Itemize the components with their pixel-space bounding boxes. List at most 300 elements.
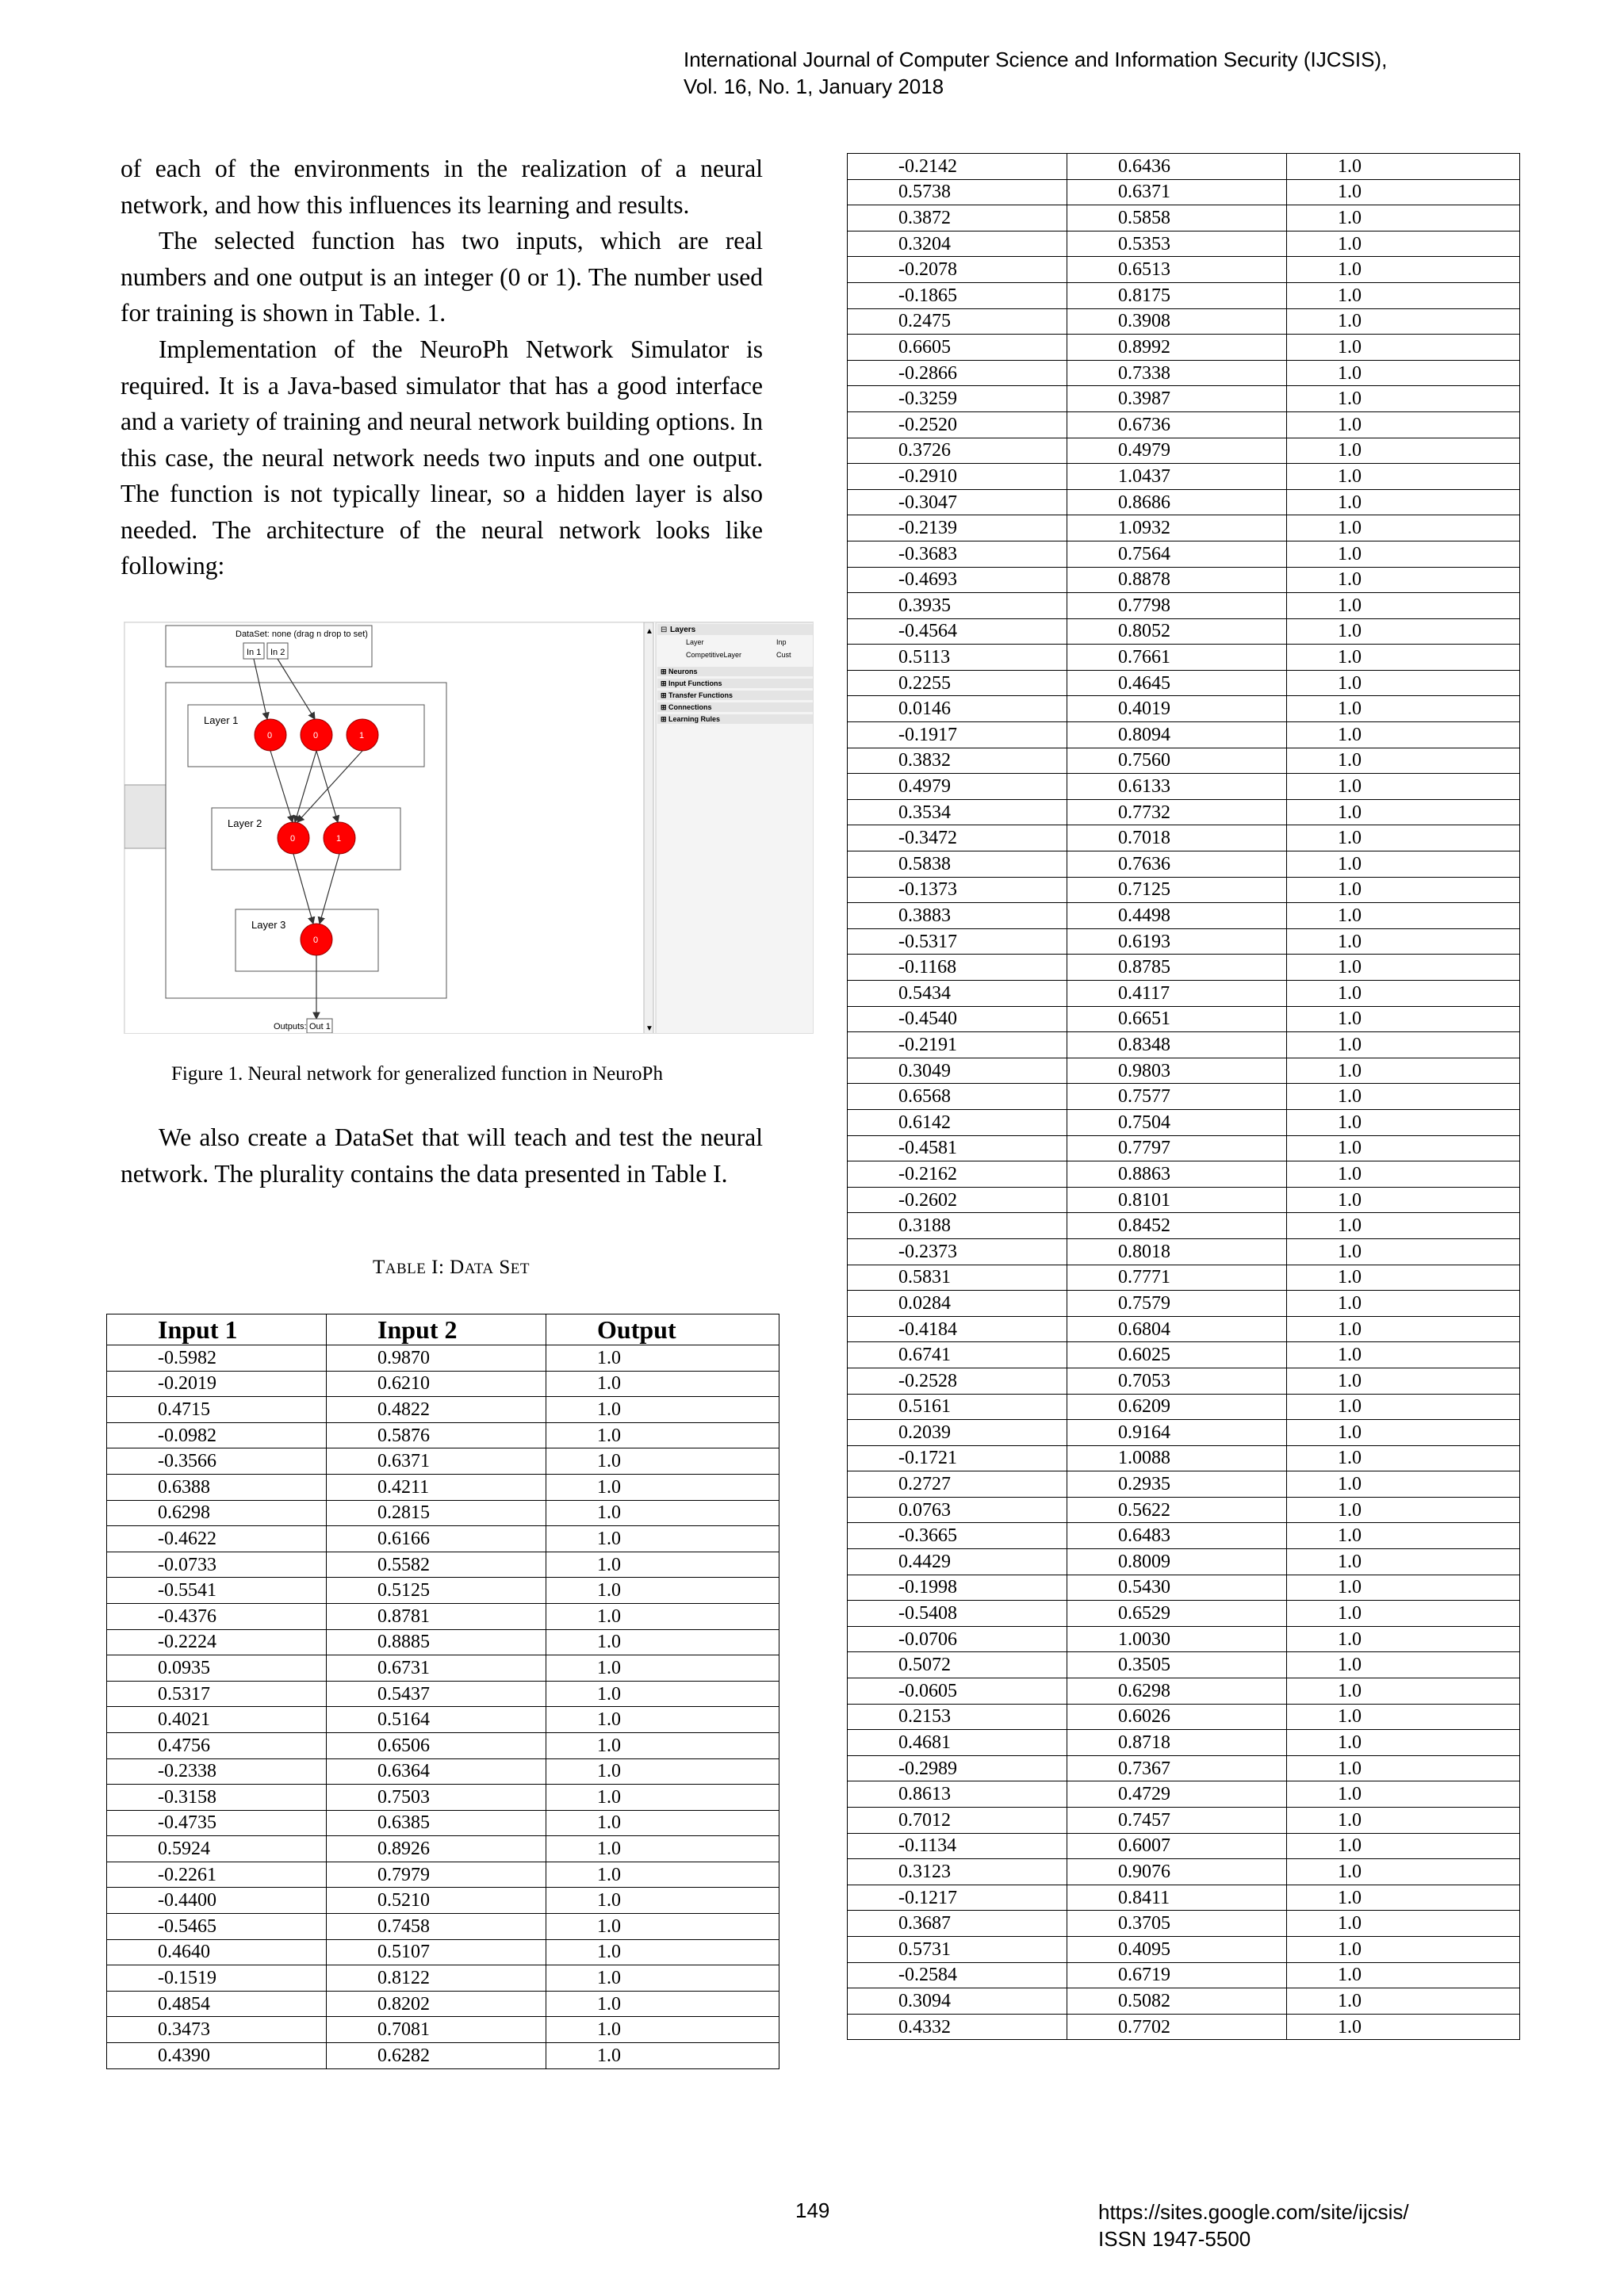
table-cell: -0.2338 xyxy=(107,1758,327,1785)
table-cell: 0.3123 xyxy=(848,1859,1067,1885)
table-cell: -0.0706 xyxy=(848,1626,1067,1652)
table-cell: -0.0982 xyxy=(107,1422,327,1448)
table-cell: 1.0 xyxy=(1287,1730,1520,1756)
neural-network-diagram xyxy=(124,622,814,1034)
table-cell: 0.4429 xyxy=(848,1549,1067,1575)
table-row xyxy=(848,955,1520,981)
table-cell: 0.5876 xyxy=(327,1422,546,1448)
table-row xyxy=(848,851,1520,878)
journal-title: International Journal of Computer Science and Information Security (IJCSIS), xyxy=(684,48,1388,71)
table-cell: 0.6385 xyxy=(327,1810,546,1836)
table-cell: -0.0605 xyxy=(848,1678,1067,1705)
table-cell: 1.0 xyxy=(1287,1833,1520,1859)
table-cell: 0.4756 xyxy=(107,1732,327,1758)
table-cell: 0.3883 xyxy=(848,903,1067,929)
table-cell: 0.6298 xyxy=(1067,1678,1287,1705)
page-number: 149 xyxy=(795,2198,830,2222)
table-cell: 0.8202 xyxy=(327,1991,546,2017)
table-cell: 1.0 xyxy=(1287,1445,1520,1471)
table-cell: -0.3566 xyxy=(107,1448,327,1475)
table-cell: 0.6741 xyxy=(848,1342,1067,1368)
table-row xyxy=(848,1109,1520,1135)
table-cell: 0.8686 xyxy=(1067,489,1287,515)
table-cell: 0.6388 xyxy=(107,1474,327,1500)
table-cell: 1.0 xyxy=(1287,1523,1520,1549)
table-row xyxy=(848,2014,1520,2040)
table-cell: 1.0 xyxy=(1287,411,1520,438)
table-cell: 1.0 xyxy=(1287,1058,1520,1084)
table-row xyxy=(848,928,1520,955)
table-cell: 0.9803 xyxy=(1067,1058,1287,1084)
table-cell: -0.5982 xyxy=(107,1345,327,1372)
table-row xyxy=(848,1962,1520,1988)
table-row xyxy=(107,1526,779,1552)
table-cell: 1.0 xyxy=(546,1629,779,1655)
table-cell: 1.0932 xyxy=(1067,515,1287,541)
table-cell: 1.0 xyxy=(1287,825,1520,851)
table-cell: 0.8094 xyxy=(1067,722,1287,748)
table-cell: 0.4498 xyxy=(1067,903,1287,929)
table-cell: -0.4693 xyxy=(848,567,1067,593)
table-cell: -0.4184 xyxy=(848,1316,1067,1342)
table-cell: 1.0 xyxy=(1287,464,1520,490)
dataset-label: DataSet: none (drag n drop to set) xyxy=(236,629,368,639)
table-row xyxy=(848,825,1520,851)
table-cell: 1.0 xyxy=(1287,541,1520,567)
table-row xyxy=(848,411,1520,438)
table-row xyxy=(848,1523,1520,1549)
table-row xyxy=(107,1397,779,1423)
table-cell: 0.6736 xyxy=(1067,411,1287,438)
table-cell: 1.0 xyxy=(1287,489,1520,515)
table-cell: 1.0 xyxy=(1287,1549,1520,1575)
table-row xyxy=(107,1578,779,1604)
table-cell: 0.4640 xyxy=(107,1939,327,1965)
table-cell: 1.0 xyxy=(1287,1032,1520,1058)
table-cell: 0.4979 xyxy=(848,774,1067,800)
table-cell: 0.6193 xyxy=(1067,928,1287,955)
table-cell: 1.0 xyxy=(546,1552,779,1578)
table-cell: 0.4645 xyxy=(1067,670,1287,696)
table-row xyxy=(107,1707,779,1733)
table-cell: 1.0 xyxy=(1287,851,1520,878)
palette-item[interactable]: Cust xyxy=(776,651,791,659)
table-cell: 0.3935 xyxy=(848,593,1067,619)
palette-group[interactable]: Input Functions xyxy=(668,679,722,687)
table-cell: 0.9164 xyxy=(1067,1420,1287,1446)
table-cell: 1.0 xyxy=(546,1500,779,1526)
vertical-scrollbar[interactable] xyxy=(644,622,653,1034)
table-row xyxy=(848,335,1520,361)
table-cell: 0.5353 xyxy=(1067,231,1287,257)
table-cell: 0.5082 xyxy=(1067,1988,1287,2015)
table-cell: 1.0 xyxy=(1287,1238,1520,1265)
table-row xyxy=(848,1471,1520,1498)
table-cell: 0.6025 xyxy=(1067,1342,1287,1368)
table-cell: 0.7458 xyxy=(327,1914,546,1940)
table-row xyxy=(848,1187,1520,1213)
svg-text:▼: ▼ xyxy=(645,1024,653,1033)
table-cell: 0.7702 xyxy=(1067,2014,1287,2040)
table-cell: 1.0 xyxy=(1287,799,1520,825)
paragraph-1: of each of the environments in the realization of a neural network, and how this influences its learning and results. xyxy=(121,155,763,219)
table-cell: 0.0284 xyxy=(848,1291,1067,1317)
layer-1-label: Layer 1 xyxy=(204,714,239,726)
layer-2-label: Layer 2 xyxy=(228,817,262,829)
table-cell: 0.5731 xyxy=(848,1936,1067,1962)
column-header: Input 2 xyxy=(327,1314,546,1345)
table-row xyxy=(848,1936,1520,1962)
table-cell: 0.8781 xyxy=(327,1603,546,1629)
table-cell: 0.6529 xyxy=(1067,1601,1287,1627)
svg-text:⊞: ⊞ xyxy=(661,703,667,711)
table-row xyxy=(107,1836,779,1862)
table-row xyxy=(848,1808,1520,1834)
table-cell: 0.3204 xyxy=(848,231,1067,257)
table-row xyxy=(848,696,1520,722)
table-row xyxy=(107,1862,779,1888)
table-cell: 1.0 xyxy=(1287,1911,1520,1937)
table-cell: 0.4390 xyxy=(107,2043,327,2069)
table-cell: 1.0 xyxy=(1287,1394,1520,1420)
table-cell: 1.0 xyxy=(1287,1936,1520,1962)
table-cell: 0.7367 xyxy=(1067,1755,1287,1781)
table-cell: 0.6133 xyxy=(1067,774,1287,800)
table-cell: 0.7979 xyxy=(327,1862,546,1888)
table-cell: 0.6364 xyxy=(327,1758,546,1785)
table-cell: 0.5164 xyxy=(327,1707,546,1733)
table-cell: 0.2255 xyxy=(848,670,1067,696)
table-cell: 0.4117 xyxy=(1067,981,1287,1007)
table-cell: 0.7503 xyxy=(327,1785,546,1811)
palette-item[interactable]: Inp xyxy=(776,638,787,646)
table-row xyxy=(848,154,1520,180)
table-cell: 0.5430 xyxy=(1067,1575,1287,1601)
table-cell: 1.0 xyxy=(1287,1575,1520,1601)
table-cell: 0.8992 xyxy=(1067,335,1287,361)
table-row xyxy=(848,567,1520,593)
table-row xyxy=(107,1914,779,1940)
table-cell: 1.0 xyxy=(546,1785,779,1811)
table-cell: -0.2019 xyxy=(107,1371,327,1397)
table-cell: 1.0 xyxy=(1287,1213,1520,1239)
table-row xyxy=(107,1422,779,1448)
table-cell: 0.5437 xyxy=(327,1681,546,1707)
table-cell: 0.7577 xyxy=(1067,1084,1287,1110)
table-cell: 1.0 xyxy=(1287,154,1520,180)
table-row xyxy=(848,670,1520,696)
table-cell: 0.6209 xyxy=(1067,1394,1287,1420)
table-cell: 0.3188 xyxy=(848,1213,1067,1239)
table-cell: 0.4211 xyxy=(327,1474,546,1500)
table-cell: 0.8878 xyxy=(1067,567,1287,593)
neuron-label: 0 xyxy=(267,731,273,740)
palette-item[interactable]: Layer xyxy=(686,638,704,646)
table-cell: 0.5317 xyxy=(107,1681,327,1707)
table-cell: -0.5465 xyxy=(107,1914,327,1940)
table-cell: 0.5831 xyxy=(848,1265,1067,1291)
table-cell: -0.2989 xyxy=(848,1755,1067,1781)
table-cell: 1.0 xyxy=(1287,748,1520,774)
table-cell: 0.6026 xyxy=(1067,1704,1287,1730)
table-cell: 1.0 xyxy=(1287,1187,1520,1213)
table-cell: 0.7579 xyxy=(1067,1291,1287,1317)
table-cell: 0.8175 xyxy=(1067,282,1287,308)
paragraph-4: We also create a DataSet that will teach and test the neural network. The plurality contains the data presented in Table I. xyxy=(121,1123,763,1188)
table-cell: 0.8009 xyxy=(1067,1549,1287,1575)
table-row xyxy=(848,282,1520,308)
output-out1-label: Out 1 xyxy=(309,1022,331,1031)
table-row xyxy=(848,205,1520,232)
table-cell: 0.7661 xyxy=(1067,645,1287,671)
table-cell: 1.0 xyxy=(546,1836,779,1862)
table-cell: 0.3534 xyxy=(848,799,1067,825)
table-cell: -0.2191 xyxy=(848,1032,1067,1058)
footer-url[interactable]: https://sites.google.com/site/ijcsis/ xyxy=(1098,2200,1409,2224)
table-cell: -0.1519 xyxy=(107,1965,327,1992)
table-cell: 0.8613 xyxy=(848,1781,1067,1808)
table-cell: 0.5924 xyxy=(107,1836,327,1862)
table-row xyxy=(848,1265,1520,1291)
table-row xyxy=(848,360,1520,386)
table-cell: 0.5434 xyxy=(848,981,1067,1007)
table-cell: 0.5210 xyxy=(327,1888,546,1914)
table-cell: 0.5107 xyxy=(327,1939,546,1965)
table-row xyxy=(107,1629,779,1655)
table-cell: -0.1721 xyxy=(848,1445,1067,1471)
table-cell: 1.0 xyxy=(546,1862,779,1888)
table-cell: 0.2039 xyxy=(848,1420,1067,1446)
table-cell: 0.6568 xyxy=(848,1084,1067,1110)
table-cell: 1.0 xyxy=(1287,1368,1520,1394)
table-cell: 1.0 xyxy=(546,1371,779,1397)
svg-text:▲: ▲ xyxy=(645,627,653,636)
table-row xyxy=(848,877,1520,903)
table-row xyxy=(848,618,1520,645)
table-row xyxy=(848,1911,1520,1937)
table-cell: 0.2727 xyxy=(848,1471,1067,1498)
table-cell: 1.0 xyxy=(1287,618,1520,645)
palette-group[interactable]: Neurons xyxy=(668,668,698,675)
input-in2-label: In 2 xyxy=(270,648,285,657)
table-cell: -0.2373 xyxy=(848,1238,1067,1265)
table-row xyxy=(848,748,1520,774)
table-cell: 1.0 xyxy=(1287,1859,1520,1885)
table-row xyxy=(848,541,1520,567)
table-cell: 0.4681 xyxy=(848,1730,1067,1756)
table-row xyxy=(107,2017,779,2043)
table-row xyxy=(107,1448,779,1475)
table-cell: 0.7338 xyxy=(1067,360,1287,386)
table-row xyxy=(848,903,1520,929)
layer-3-label: Layer 3 xyxy=(251,919,286,931)
svg-text:⊞: ⊞ xyxy=(661,679,667,687)
table-row xyxy=(848,1394,1520,1420)
table-cell: -0.5408 xyxy=(848,1601,1067,1627)
palette-group[interactable]: Learning Rules xyxy=(668,715,721,723)
table-cell: 1.0 xyxy=(546,1939,779,1965)
table-row xyxy=(107,1552,779,1578)
table-row xyxy=(848,1342,1520,1368)
table-cell: 1.0 xyxy=(546,1810,779,1836)
table-cell: 0.3872 xyxy=(848,205,1067,232)
table-cell: 0.2815 xyxy=(327,1500,546,1526)
table-row xyxy=(848,799,1520,825)
table-cell: 0.5738 xyxy=(848,179,1067,205)
neuron-label: 1 xyxy=(336,834,342,844)
table-cell: 0.2475 xyxy=(848,308,1067,335)
table-row xyxy=(848,1238,1520,1265)
journal-issue: Vol. 16, No. 1, January 2018 xyxy=(684,75,944,98)
table-cell: 1.0 xyxy=(1287,1342,1520,1368)
table-row xyxy=(848,1859,1520,1885)
table-cell: 0.8052 xyxy=(1067,618,1287,645)
table-cell: 0.6605 xyxy=(848,335,1067,361)
neuron-label: 0 xyxy=(313,731,319,740)
table-cell: 1.0 xyxy=(1287,1291,1520,1317)
table-cell: -0.1134 xyxy=(848,1833,1067,1859)
table-cell: -0.2224 xyxy=(107,1629,327,1655)
table-row xyxy=(848,645,1520,671)
neuroph-screenshot xyxy=(124,622,814,1034)
table-cell: 1.0 xyxy=(1287,438,1520,464)
palette-item[interactable]: CompetitiveLayer xyxy=(686,651,742,659)
table-cell: 0.8926 xyxy=(327,1836,546,1862)
table-cell: 0.3987 xyxy=(1067,386,1287,412)
table-row xyxy=(848,1885,1520,1911)
table-cell: 1.0 xyxy=(1287,774,1520,800)
table-header-row xyxy=(107,1314,779,1345)
table-row xyxy=(848,1730,1520,1756)
table-cell: 1.0 xyxy=(1287,1652,1520,1678)
table-cell: 1.0 xyxy=(546,1965,779,1992)
table-cell: 0.7504 xyxy=(1067,1109,1287,1135)
table-cell: 0.4095 xyxy=(1067,1936,1287,1962)
table-cell: -0.2602 xyxy=(848,1187,1067,1213)
table-row xyxy=(107,2043,779,2069)
table-row xyxy=(848,1032,1520,1058)
table-cell: 0.4715 xyxy=(107,1397,327,1423)
table-cell: -0.2261 xyxy=(107,1862,327,1888)
table-row xyxy=(848,257,1520,283)
table-cell: 1.0 xyxy=(546,1526,779,1552)
palette-group[interactable]: Transfer Functions xyxy=(668,691,733,699)
table-row xyxy=(848,308,1520,335)
table-cell: 1.0 xyxy=(546,1758,779,1785)
table-cell: 0.6142 xyxy=(848,1109,1067,1135)
table-cell: 1.0 xyxy=(546,1681,779,1707)
table-cell: 0.5161 xyxy=(848,1394,1067,1420)
table-cell: -0.3665 xyxy=(848,1523,1067,1549)
table-cell: 1.0 xyxy=(1287,335,1520,361)
outputs-label: Outputs: xyxy=(274,1022,307,1031)
table-row xyxy=(107,1474,779,1500)
table-cell: 1.0 xyxy=(1287,670,1520,696)
table-row xyxy=(848,1678,1520,1705)
table-cell: 0.6166 xyxy=(327,1526,546,1552)
table-row xyxy=(107,1991,779,2017)
table-cell: 1.0 xyxy=(546,1655,779,1682)
table-cell: 1.0 xyxy=(1287,179,1520,205)
footer-issn: ISSN 1947-5500 xyxy=(1098,2227,1251,2251)
table-cell: -0.1917 xyxy=(848,722,1067,748)
table-cell: 0.3505 xyxy=(1067,1652,1287,1678)
neuron-label: 1 xyxy=(359,731,365,740)
table-cell: 0.3832 xyxy=(848,748,1067,774)
column-header: Output xyxy=(546,1314,779,1345)
table-cell: 1.0 xyxy=(546,2017,779,2043)
table-cell: -0.3259 xyxy=(848,386,1067,412)
table-cell: 1.0 xyxy=(1287,722,1520,748)
figure-caption: Figure 1. Neural network for generalized function in NeuroPh xyxy=(171,1063,663,1085)
table-cell: 1.0 xyxy=(1287,1135,1520,1161)
table-cell: 0.8018 xyxy=(1067,1238,1287,1265)
table-row xyxy=(848,1704,1520,1730)
table-cell: 0.5125 xyxy=(327,1578,546,1604)
table-row xyxy=(848,1161,1520,1188)
table-cell: 0.6371 xyxy=(1067,179,1287,205)
table-cell: -0.2866 xyxy=(848,360,1067,386)
table-cell: -0.1865 xyxy=(848,282,1067,308)
table-cell: 0.8348 xyxy=(1067,1032,1287,1058)
table-row xyxy=(848,1291,1520,1317)
table-cell: 0.3687 xyxy=(848,1911,1067,1937)
table-cell: 0.6513 xyxy=(1067,257,1287,283)
table-cell: 1.0 xyxy=(1287,1885,1520,1911)
table-row xyxy=(848,1084,1520,1110)
table-row xyxy=(848,593,1520,619)
table-row xyxy=(848,1445,1520,1471)
table-cell: 1.0 xyxy=(1287,1808,1520,1834)
table-cell: 1.0 xyxy=(1287,1755,1520,1781)
table-row xyxy=(848,1575,1520,1601)
table-cell: 0.7564 xyxy=(1067,541,1287,567)
table-cell: -0.1168 xyxy=(848,955,1067,981)
table-cell: 0.5622 xyxy=(1067,1497,1287,1523)
table-cell: 0.7732 xyxy=(1067,799,1287,825)
table-cell: 1.0 xyxy=(1287,257,1520,283)
table-cell: -0.4622 xyxy=(107,1526,327,1552)
table-cell: 0.6651 xyxy=(1067,1006,1287,1032)
table-row xyxy=(107,1785,779,1811)
table-row xyxy=(107,1888,779,1914)
table-cell: 0.6007 xyxy=(1067,1833,1287,1859)
table-cell: 1.0 xyxy=(1287,593,1520,619)
table-cell: 0.3726 xyxy=(848,438,1067,464)
table-row xyxy=(107,1603,779,1629)
table-cell: 1.0 xyxy=(546,1603,779,1629)
table-cell: 1.0 xyxy=(1287,1161,1520,1188)
table-cell: 1.0 xyxy=(1287,1420,1520,1446)
table-cell: 0.6298 xyxy=(107,1500,327,1526)
input-in1-label: In 1 xyxy=(247,648,262,657)
table-cell: 1.0 xyxy=(1287,515,1520,541)
journal-header xyxy=(684,46,1387,100)
table-row xyxy=(107,1655,779,1682)
svg-text:⊞: ⊞ xyxy=(661,715,667,723)
table-cell: -0.4540 xyxy=(848,1006,1067,1032)
table-cell: 1.0 xyxy=(1287,1962,1520,1988)
table-row xyxy=(848,1497,1520,1523)
table-cell: 0.8101 xyxy=(1067,1187,1287,1213)
table-cell: 1.0 xyxy=(1287,645,1520,671)
table-row xyxy=(848,1652,1520,1678)
palette-group[interactable]: Connections xyxy=(668,703,712,711)
table-cell: -0.0733 xyxy=(107,1552,327,1578)
table-cell: 0.6483 xyxy=(1067,1523,1287,1549)
table-cell: 1.0 xyxy=(1287,1601,1520,1627)
table-cell: 1.0 xyxy=(1287,928,1520,955)
